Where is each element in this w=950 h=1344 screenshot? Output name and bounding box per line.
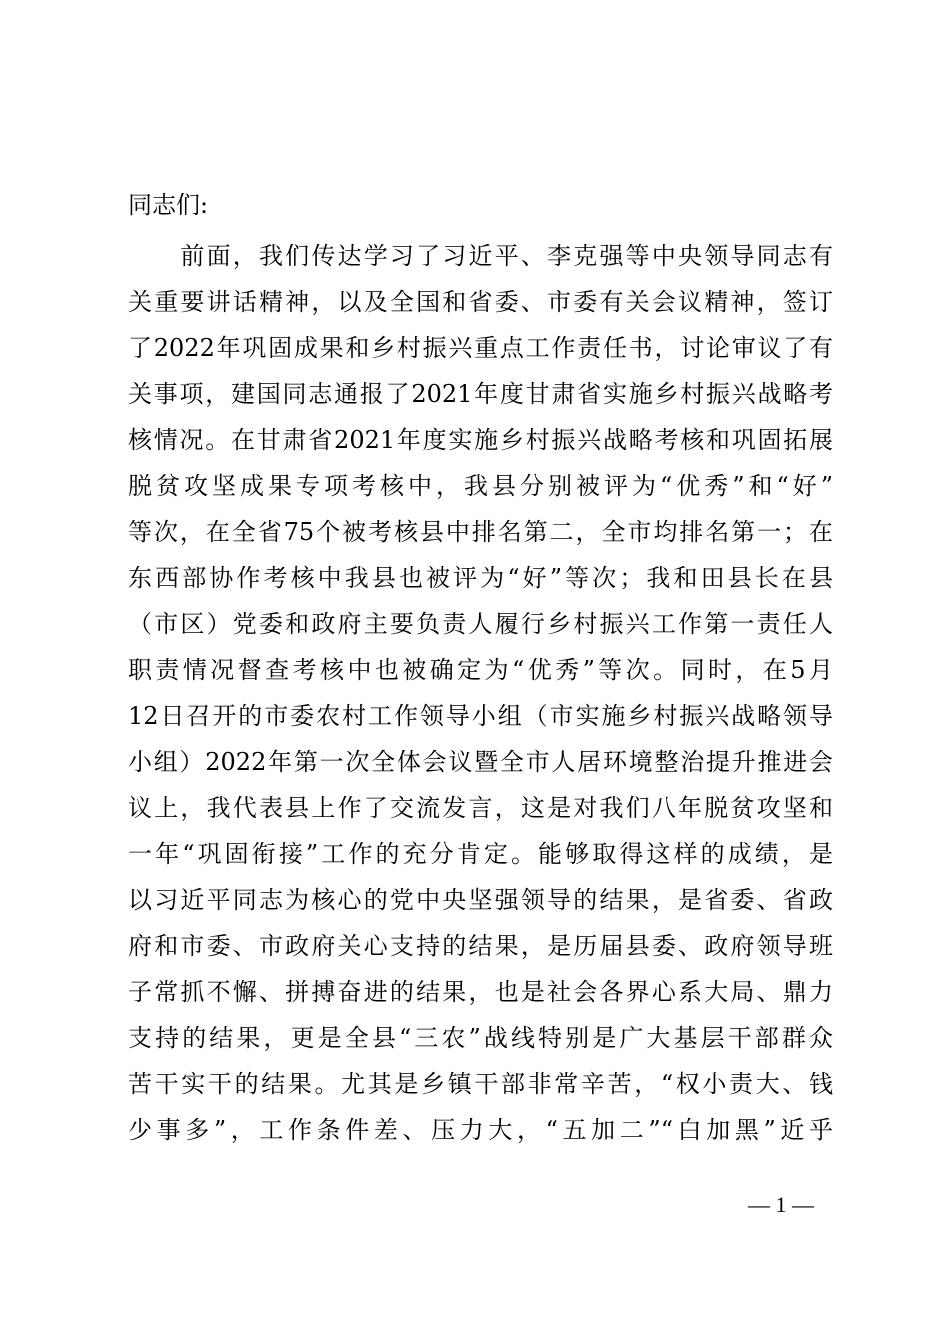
paragraph-line: 支持的结果，更是全县“三农”战线特别是广大基层干部群众 bbox=[128, 1024, 833, 1052]
paragraph-line: （市区）党委和政府主要负责人履行乡村振兴工作第一责任人 bbox=[128, 610, 833, 638]
paragraph-line: 苦干实干的结果。尤其是乡镇干部非常辛苦，“权小责大、钱 bbox=[128, 1070, 833, 1098]
paragraph-line: 以习近平同志为核心的党中央坚强领导的结果，是省委、省政 bbox=[128, 886, 833, 914]
paragraph-line: 一年“巩固衔接”工作的充分肯定。能够取得这样的成绩，是 bbox=[128, 840, 833, 868]
paragraph-line: 少事多”，工作条件差、压力大，“五加二”“白加黑”近乎 bbox=[128, 1116, 833, 1144]
paragraph-line: 府和市委、市政府关心支持的结果，是历届县委、政府领导班 bbox=[128, 932, 833, 960]
paragraph-line: 前面，我们传达学习了习近平、李克强等中央领导同志有 bbox=[128, 242, 833, 270]
paragraph-line: 小组）2022年第一次全体会议暨全市人居环境整治提升推进会 bbox=[128, 748, 833, 776]
paragraph-line: 核情况。在甘肃省2021年度实施乡村振兴战略考核和巩固拓展 bbox=[128, 426, 833, 454]
paragraph-line: 关重要讲话精神，以及全国和省委、市委有关会议精神，签订 bbox=[128, 288, 833, 316]
paragraph-line: 职责情况督查考核中也被确定为“优秀”等次。同时，在5月 bbox=[128, 656, 833, 684]
salutation: 同志们: bbox=[128, 191, 209, 219]
paragraph-line: 等次，在全省75个被考核县中排名第二，全市均排名第一；在 bbox=[128, 518, 833, 546]
paragraph-line: 东西部协作考核中我县也被评为“好”等次；我和田县长在县 bbox=[128, 564, 833, 592]
paragraph-line: 了2022年巩固成果和乡村振兴重点工作责任书，讨论审议了有 bbox=[128, 334, 833, 362]
paragraph-line: 脱贫攻坚成果专项考核中，我县分别被评为“优秀”和“好” bbox=[128, 472, 833, 500]
paragraph-line: 12日召开的市委农村工作领导小组（市实施乡村振兴战略领导 bbox=[128, 702, 833, 730]
paragraph-line: 子常抓不懈、拼搏奋进的结果，也是社会各界心系大局、鼎力 bbox=[128, 978, 833, 1006]
paragraph-line: 关事项，建国同志通报了2021年度甘肃省实施乡村振兴战略考 bbox=[128, 380, 833, 408]
paragraph-line: 议上，我代表县上作了交流发言，这是对我们八年脱贫攻坚和 bbox=[128, 794, 833, 822]
page-number: — 1 — bbox=[748, 1192, 814, 1217]
